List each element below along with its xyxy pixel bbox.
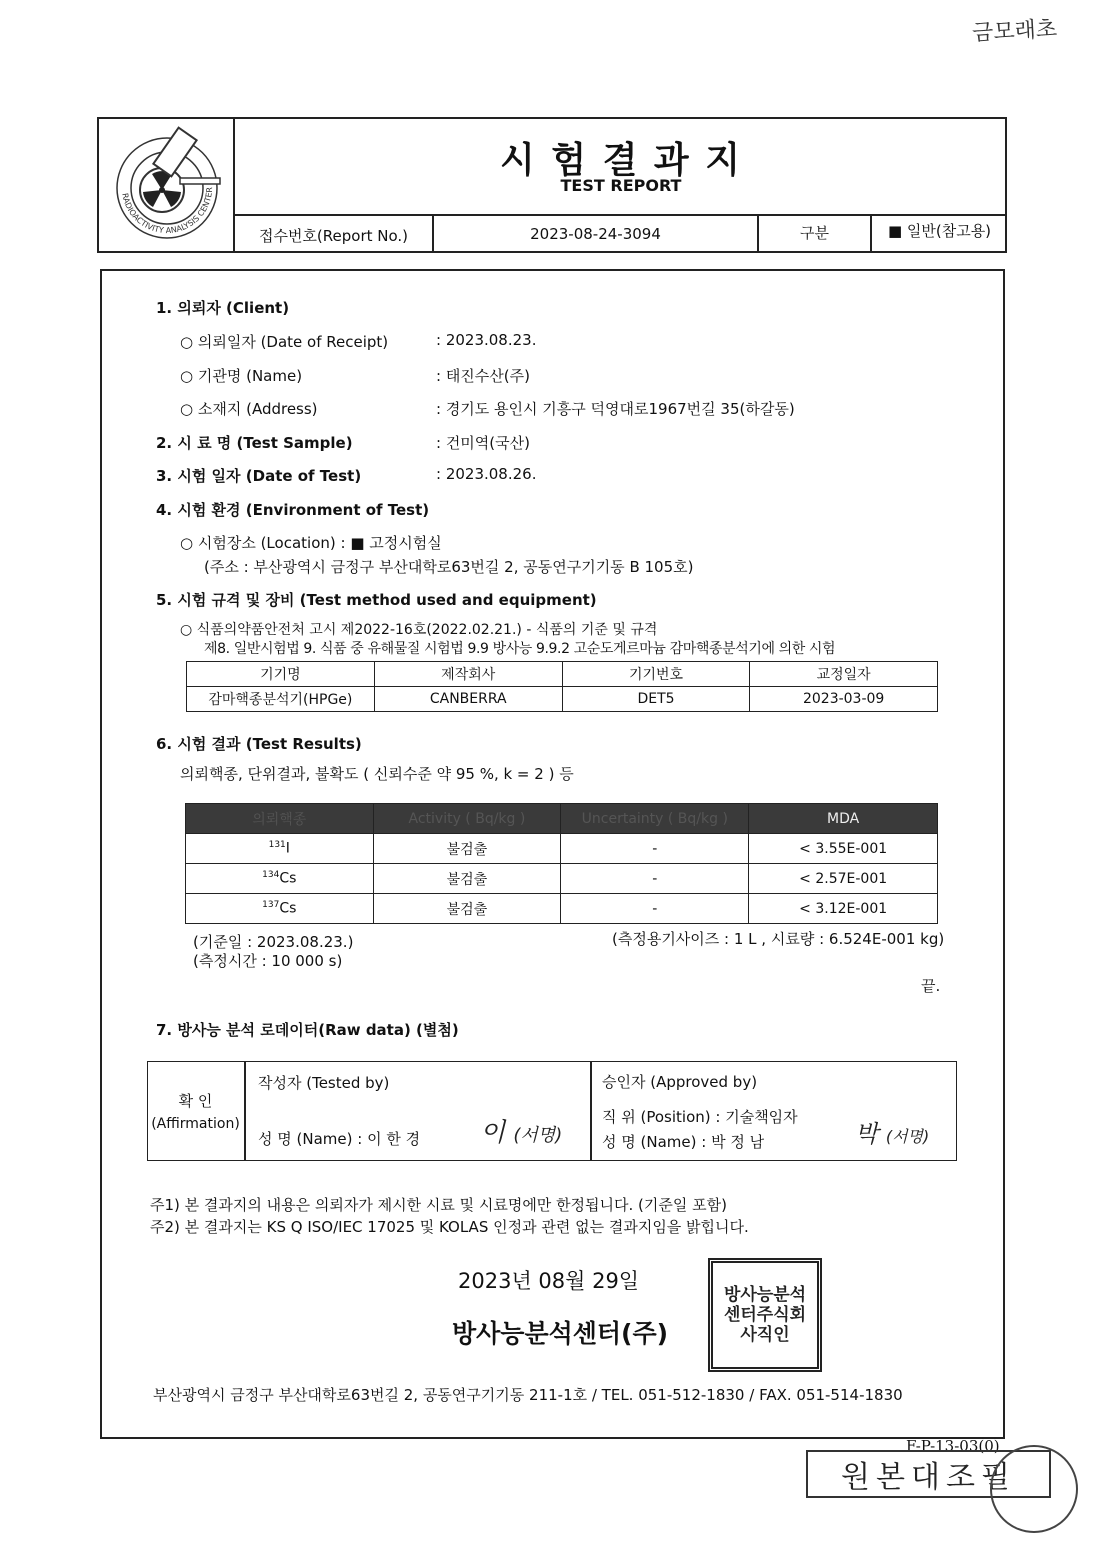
equipment-header-name: 기기명 — [187, 662, 375, 687]
mda-cell: < 2.57E-001 — [749, 864, 938, 894]
results-header-uncertainty: Uncertainty ( Bq/kg ) — [561, 804, 749, 834]
client-address-label: ○ 소재지 (Address) — [180, 400, 318, 418]
table-row — [186, 894, 938, 924]
approver-signature: 박 (서명) — [855, 1120, 930, 1148]
results-intro: 의뢰핵종, 단위결과, 불확도 ( 신뢰수준 약 95 %, k = 2 ) 등 — [180, 765, 574, 783]
equipment-header-calibration: 교정일자 — [750, 662, 938, 687]
equipment-maker: CANBERRA — [374, 687, 562, 712]
section-environment-heading: 4. 시험 환경 (Environment of Test) — [156, 501, 430, 519]
test-location: ○ 시험장소 (Location) : ■ 고정시험실 — [180, 534, 442, 552]
section-client-heading: 1. 의뢰자 (Client) — [156, 299, 290, 317]
original-copy-stamp: 원본대조필 — [806, 1450, 1051, 1498]
company-address: 부산광역시 금정구 부산대학로63번길 2, 공동연구기기동 211-1호 / TEL. 051-512-1830 / FAX. 051-514-1830 — [153, 1386, 903, 1404]
end-mark: 끝. — [921, 977, 941, 995]
tester-signature: 이 (서명) — [480, 1118, 563, 1148]
method-line-1: ○ 식품의약품안전처 고시 제2022-16호(2022.02.21.) - 식품의 기준 및 규격 — [180, 622, 658, 638]
equipment-header-maker: 제작회사 — [374, 662, 562, 687]
section-test-date-heading: 3. 시험 일자 (Date of Test) — [156, 467, 362, 485]
activity-cell: 불검출 — [373, 834, 561, 864]
results-header-nuclide: 의뢰핵종 — [186, 804, 374, 834]
measurement-time: (측정시간 : 10 000 s) — [193, 952, 343, 970]
center-logo — [104, 122, 230, 248]
report-no-label: 접수번호(Report No.) — [258, 227, 409, 245]
uncertainty-cell: - — [561, 834, 749, 864]
form-code: F-P-13-03(0) — [906, 1437, 1000, 1455]
table-row — [186, 834, 938, 864]
report-title: 시 험 결 과 지 — [499, 140, 742, 181]
approver-position: 직 위 (Position) : 기술책임자 — [602, 1108, 798, 1126]
affirmation-label-en: (Affirmation) — [151, 1116, 240, 1132]
activity-cell: 불검출 — [373, 894, 561, 924]
nuclide-cell: $^{137}$Cs — [186, 894, 374, 924]
section-method-heading: 5. 시험 규격 및 장비 (Test method used and equipment) — [156, 591, 597, 609]
results-header-activity: Activity ( Bq/kg ) — [373, 804, 561, 834]
radiation-logo-icon — [104, 122, 230, 248]
equipment-calibration-date: 2023-03-09 — [750, 687, 938, 712]
issue-date: 2023년 08월 29일 — [458, 1269, 640, 1293]
uncertainty-cell: - — [561, 864, 749, 894]
section-raw-data-heading: 7. 방사능 분석 로데이터(Raw data) (별첨) — [156, 1021, 459, 1039]
results-header-mda: MDA — [749, 804, 938, 834]
affirmation-divider-2 — [590, 1061, 592, 1161]
reference-date: (기준일 : 2023.08.23.) — [193, 933, 354, 951]
company-seal — [708, 1258, 822, 1372]
nuclide-cell: $^{131}$I — [186, 834, 374, 864]
results-table — [185, 803, 938, 924]
note-1: 주1) 본 결과지의 내용은 의뢰자가 제시한 시료 및 시료명에만 한정됩니다. (기준일 포함) — [150, 1196, 727, 1214]
equipment-header-id: 기기번호 — [562, 662, 750, 687]
section-results-heading: 6. 시험 결과 (Test Results) — [156, 735, 362, 753]
category-label: 구분 — [800, 224, 829, 242]
method-line-2: 제8. 일반시험법 9. 식품 중 유해물질 시험법 9.9 방사능 9.9.2 고순도게르마늄 감마핵종분석기에 의한 시험 — [204, 641, 836, 657]
mda-cell: < 3.55E-001 — [749, 834, 938, 864]
table-row — [186, 864, 938, 894]
note-2: 주2) 본 결과지는 KS Q ISO/IEC 17025 및 KOLAS 인정과 관련 없는 결과지임을 밝힙니다. — [150, 1218, 749, 1236]
equipment-id: DET5 — [562, 687, 750, 712]
equipment-table — [186, 661, 938, 712]
receipt-date-label: ○ 의뢰일자 (Date of Receipt) — [180, 333, 389, 351]
section-sample-heading: 2. 시 료 명 (Test Sample) — [156, 434, 353, 452]
tested-by-name: 성 명 (Name) : 이 한 경 — [258, 1130, 421, 1148]
activity-cell: 불검출 — [373, 864, 561, 894]
approver-name: 성 명 (Name) : 박 정 남 — [602, 1133, 765, 1151]
nuclide-cell: $^{134}$Cs — [186, 864, 374, 894]
test-location-address: (주소 : 부산광역시 금정구 부산대학로63번길 2, 공동연구기기동 B 105호) — [204, 558, 694, 576]
agent-seal-icon — [990, 1445, 1078, 1533]
affirmation-label-kr: 확 인 — [178, 1092, 213, 1110]
company-name: 방사능분석센터(주) — [452, 1319, 669, 1348]
test-date-value: : 2023.08.26. — [436, 465, 537, 483]
approved-by-label: 승인자 (Approved by) — [602, 1073, 758, 1091]
corner-note: 금모래초 — [971, 16, 1058, 47]
seal-text: 방사능분석센터주식회사직인 — [723, 1285, 807, 1345]
header-row-divider — [233, 214, 1007, 216]
receipt-date-value: : 2023.08.23. — [436, 331, 537, 349]
mda-cell: < 3.12E-001 — [749, 894, 938, 924]
affirmation-divider-1 — [244, 1061, 246, 1161]
report-no-value: 2023-08-24-3094 — [530, 225, 661, 243]
tested-by-label: 작성자 (Tested by) — [258, 1074, 390, 1092]
uncertainty-cell: - — [561, 894, 749, 924]
client-name-value: : 태진수산(주) — [436, 367, 530, 385]
sample-value: : 건미역(국산) — [436, 434, 530, 452]
client-address-value: : 경기도 용인시 기흥구 덕영대로1967번길 35(하갈동) — [436, 400, 795, 418]
category-value: ■ 일반(참고용) — [887, 222, 992, 240]
equipment-name: 감마핵종분석기(HPGe) — [187, 687, 375, 712]
container-info: (측정용기사이즈 : 1 L , 시료량 : 6.524E-001 kg) — [612, 930, 945, 948]
svg-text:RADIOACTIVITY ANALYSIS CENTER: RADIOACTIVITY ANALYSIS CENTER — [120, 186, 215, 236]
client-name-label: ○ 기관명 (Name) — [180, 367, 303, 385]
report-title-en: TEST REPORT — [560, 176, 682, 195]
